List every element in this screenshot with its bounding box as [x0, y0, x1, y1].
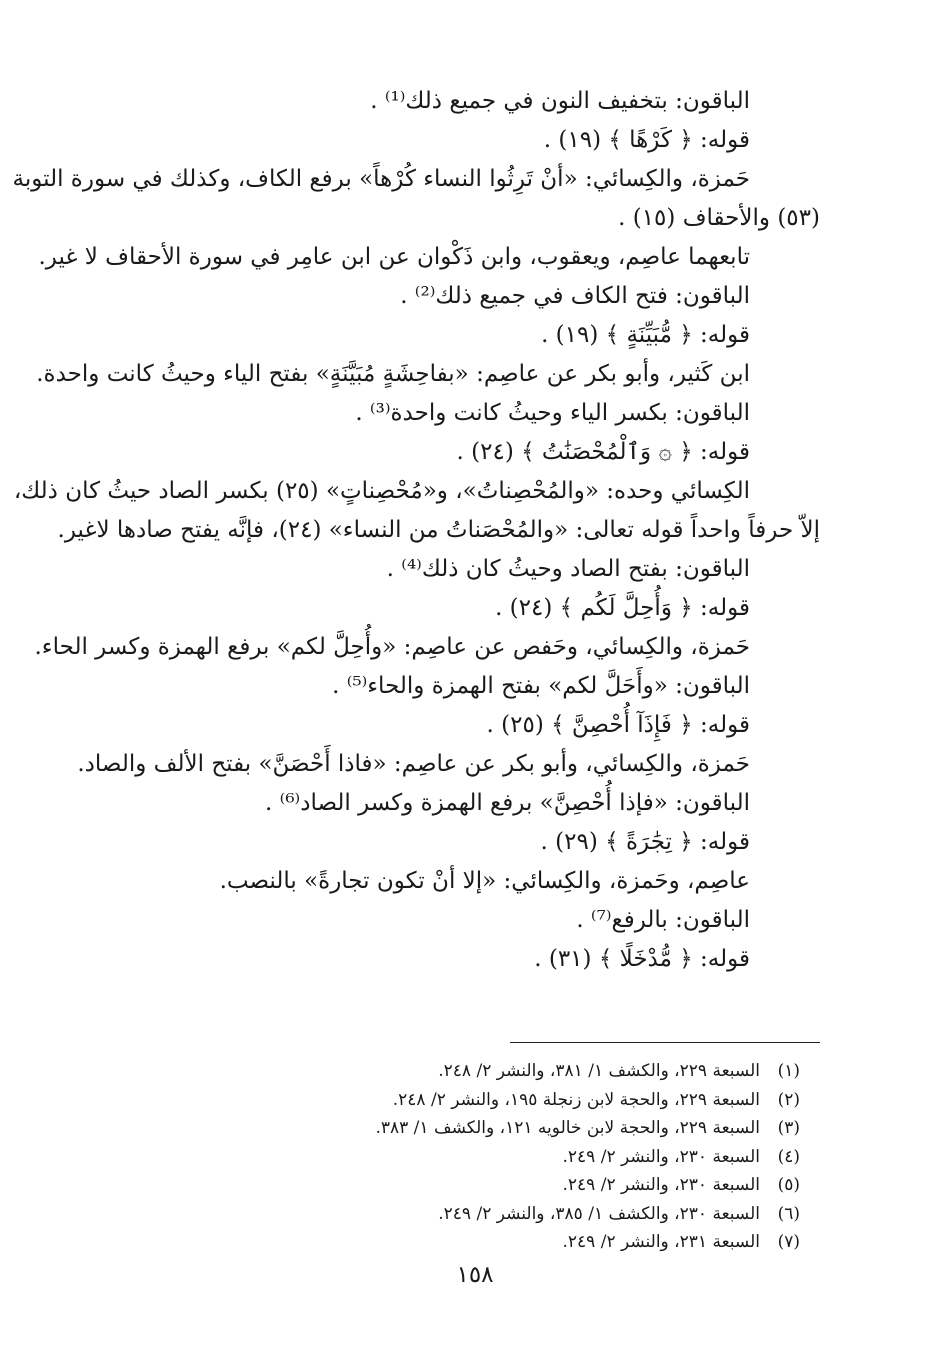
text-line: الباقون: بفتح الصاد وحيثُ كان ذلك⁽⁴⁾ .	[386, 556, 750, 582]
text-line: حَمزة، والكِسائي: «أنْ تَرِثُوا النساء كُرْهاً» برفع الكاف، وكذلك في سورة التوبة	[12, 166, 750, 192]
footnote	[150, 1086, 820, 1115]
text-line: الباقون: بالرفع⁽⁷⁾ .	[576, 907, 750, 933]
footnote-number: (٤)	[777, 1146, 800, 1167]
text-line: الكِسائي وحده: «والمُحْصِناتُ»، و«مُحْصِناتٍ» (٢٥) بكسر الصاد حيثُ كان ذلك،	[13, 478, 750, 504]
text-line: ابن كَثير، وأبو بكر عن عاصِم: «بفاحِشَةٍ مُبَيَّنَةٍ» بفتح الياء وحيثُ كانت واحدة.	[36, 361, 750, 387]
text-line: حَمزة، والكِسائي، وأبو بكر عن عاصِم: «فاذا أَحْصَنَّ» بفتح الألف والصاد.	[77, 751, 750, 777]
text-line: إلاّ حرفاً واحداً قوله تعالى: «والمُحْصَناتُ من النساء» (٢٤)، فإنَّه يفتح صادها لاغير.	[57, 517, 820, 543]
footnote	[150, 1171, 820, 1200]
text-line: قوله: ﴿ مُّدْخَلًا ﴾ (٣١) .	[534, 946, 750, 972]
text-line: الباقون: بكسر الياء وحيثُ كانت واحدة⁽³⁾ .	[355, 400, 750, 426]
main-text	[12, 82, 820, 979]
text-line: (٥٣) والأحقاف (١٥) .	[618, 205, 820, 231]
footnote-number: (٦)	[777, 1203, 800, 1224]
text-line: الباقون: فتح الكاف في جميع ذلك⁽²⁾ .	[400, 283, 750, 309]
footnote	[150, 1228, 820, 1257]
footnote-divider	[510, 1042, 820, 1043]
text-line: قوله: ﴿ مُّبَيِّنَةٍ ﴾ (١٩) .	[541, 322, 750, 348]
footnote-text: السبعة ٢٣٠، والنشر ٢/ ٢٤٩.	[562, 1146, 760, 1167]
footnote-text: السبعة ٢٣٠، والنشر ٢/ ٢٤٩.	[562, 1175, 760, 1195]
footnote	[150, 1057, 820, 1086]
page-number: ١٥٨	[456, 1262, 494, 1288]
text-line: قوله: ﴿ فَإِذَآ أُحْصِنَّ ﴾ (٢٥) .	[486, 712, 750, 738]
footnote-number: (٧)	[777, 1232, 800, 1252]
text-line: حَمزة، والكِسائي، وحَفص عن عاصِم: «وأُحِلَّ لكم» برفع الهمزة وكسر الحاء.	[34, 634, 750, 660]
text-line: الباقون: «وأَحَلَّ لكم» بفتح الهمزة والحاء⁽⁵⁾ .	[332, 673, 750, 699]
text-line: قوله: ﴿ كَرْهًا ﴾ (١٩) .	[543, 127, 750, 153]
footnote	[150, 1200, 820, 1229]
text-line: الباقون: «فإذا أُحْصِنَّ» برفع الهمزة وكسر الصاد⁽⁶⁾ .	[265, 790, 750, 816]
text-line: قوله: ﴿ ۞ وَٱلْمُحْصَنَٰتُ ﴾ (٢٤) .	[456, 439, 750, 465]
footnote-number: (٥)	[777, 1175, 800, 1195]
footnote	[150, 1143, 820, 1172]
footnotes	[150, 1042, 820, 1257]
footnote	[150, 1114, 820, 1143]
footnote-text: السبعة ٢٢٩، والكشف ١/ ٣٨١، والنشر ٢/ ٢٤٨.	[438, 1061, 760, 1081]
text-line: عاصِم، وحَمزة، والكِسائي: «إلا أنْ تكون تجارةً» بالنصب.	[219, 868, 750, 894]
text-line: قوله: ﴿ تِجَٰرَةً ﴾ (٢٩) .	[540, 829, 750, 855]
footnote-text: السبعة ٢٢٩، والحجة لابن زنجلة ١٩٥، والنشر ٢/ ٢٤٨.	[392, 1089, 760, 1110]
footnote-text: السبعة ٢٣١، والنشر ٢/ ٢٤٩.	[562, 1232, 760, 1252]
footnote-number: (٣)	[777, 1118, 800, 1138]
text-line: الباقون: بتخفيف النون في جميع ذلك⁽¹⁾ .	[370, 88, 750, 114]
footnote-number: (١)	[777, 1061, 800, 1081]
text-line: تابعهما عاصِم، ويعقوب، وابن ذَكْوان عن ابن عامِر في سورة الأحقاف لا غير.	[38, 244, 750, 270]
footnote-number: (٢)	[777, 1089, 800, 1110]
text-line: قوله: ﴿ وَأُحِلَّ لَكُم ﴾ (٢٤) .	[495, 595, 750, 621]
footnote-text: السبعة ٢٢٩، والحجة لابن خالويه ١٢١، والكشف ١/ ٣٨٣.	[375, 1118, 760, 1138]
footnote-text: السبعة ٢٣٠، والكشف ١/ ٣٨٥، والنشر ٢/ ٢٤٩.	[438, 1203, 760, 1224]
